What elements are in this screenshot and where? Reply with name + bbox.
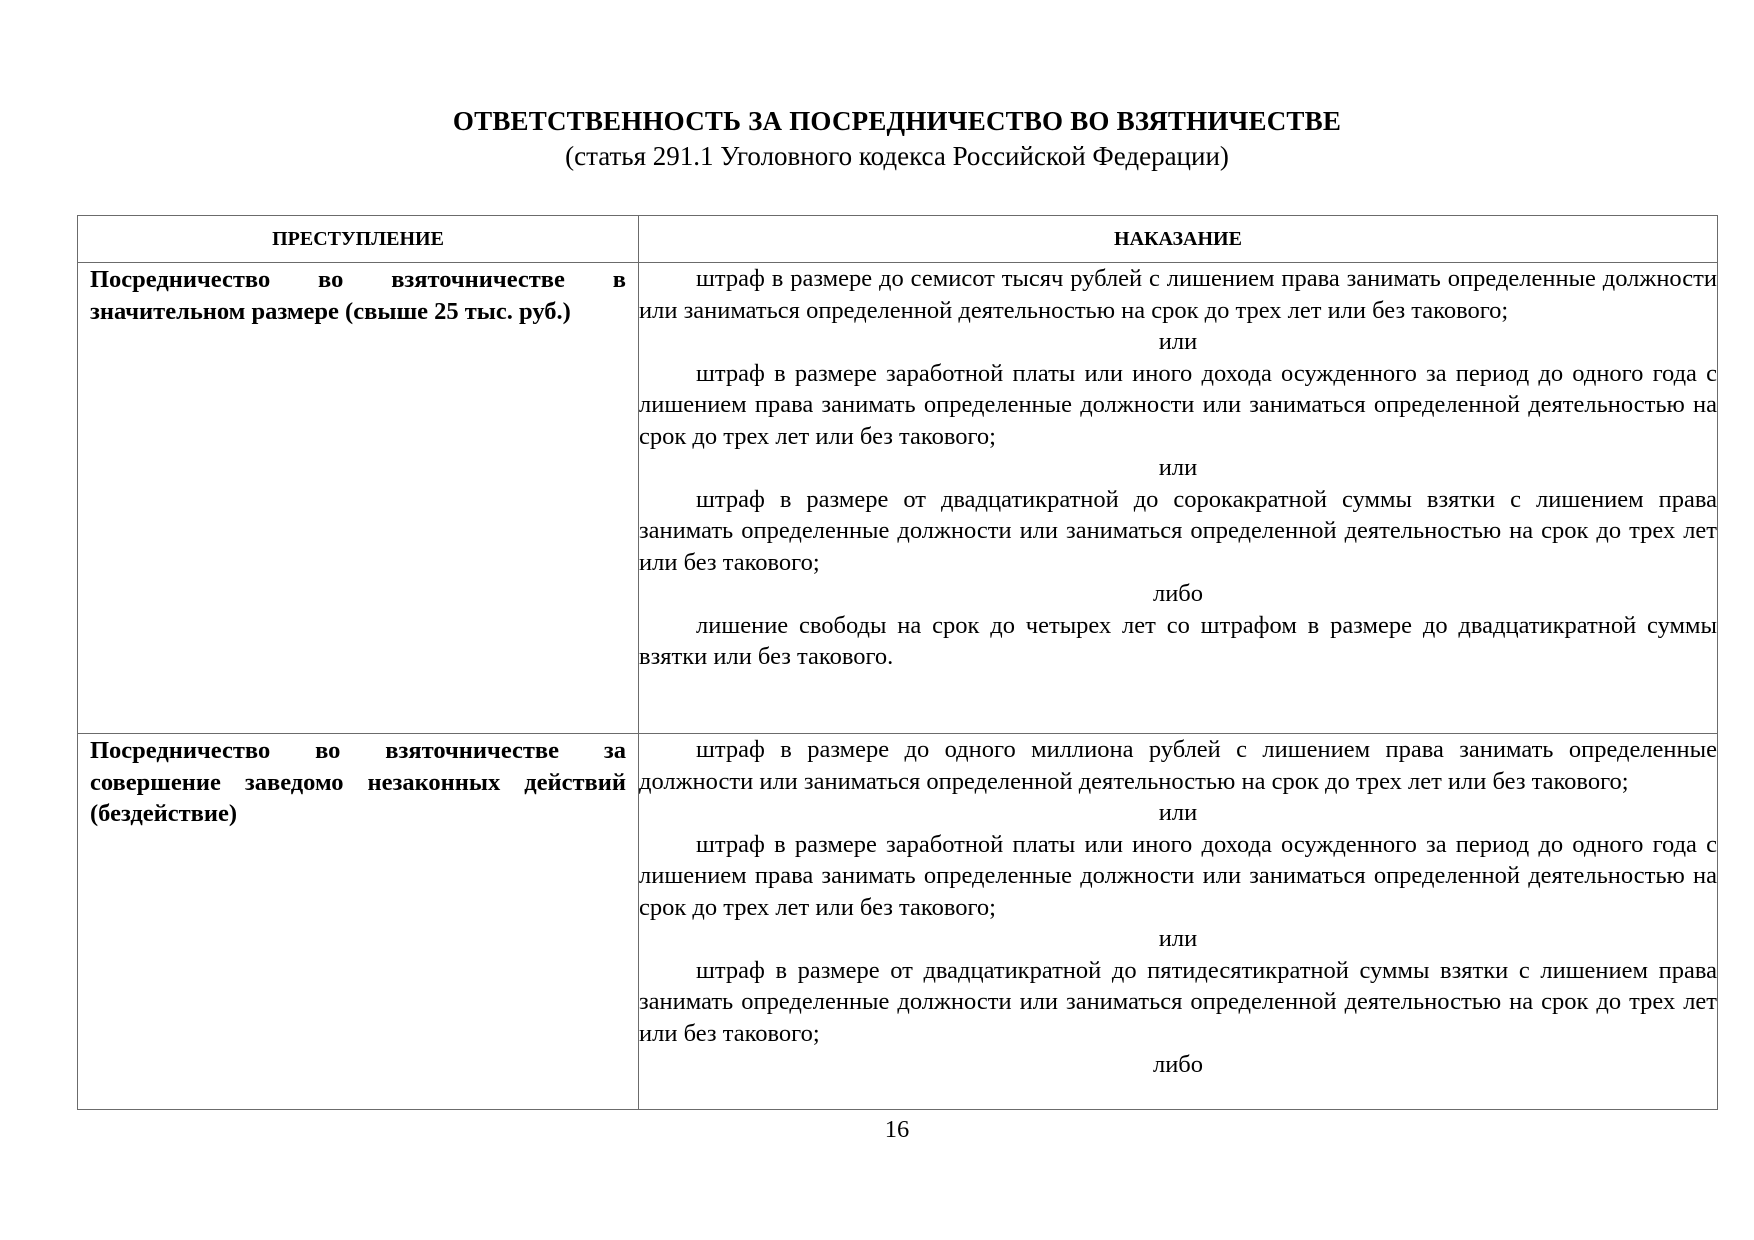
penalty-text: лишение свободы на срок до четырех лет со штрафом в размере до двадцатикратной суммы взятки или без такового. <box>639 611 1717 670</box>
table-row <box>78 734 1718 1110</box>
table-header-row <box>78 216 1718 263</box>
crime-cell <box>78 263 639 734</box>
penalty-text: штраф в размере от двадцатикратной до пятидесятикратной суммы взятки с лишением права занимать определенные должности или заниматься определенной деятельностью на срок до трех лет или без такового; <box>639 956 1717 1047</box>
penalty-separator: или <box>1158 328 1198 355</box>
penalty-text: штраф в размере от двадцатикратной до сорокакратной суммы взятки с лишением права занимать определенные должности или заниматься определенной деятельностью на срок до трех лет или без такового; <box>639 485 1717 576</box>
penalty-text: штраф в размере заработной платы или иного дохода осужденного за период до одного года с лишением права занимать определенные должности или заниматься определенной деятельностью на срок до трех лет или без такового; <box>639 830 1717 921</box>
penalty-text: штраф в размере до семисот тысяч рублей с лишением права занимать определенные должности или заниматься определенной деятельностью на срок до трех лет или без такового; <box>639 265 1717 324</box>
crime-cell <box>78 734 639 1110</box>
penalty-cell <box>639 263 1718 734</box>
penalty-cell <box>639 734 1718 1110</box>
penalty-separator: или <box>1158 925 1198 952</box>
crime-description: Посредничество во взяточничестве в значительном размере (свыше 25 тыс. руб.) <box>90 266 626 325</box>
penalty-text: штраф в размере заработной платы или иного дохода осужденного за период до одного года с лишением права занимать определенные должности или заниматься определенной деятельностью на срок до трех лет или без такового; <box>639 359 1717 450</box>
penalty-separator: или <box>1158 454 1198 481</box>
penalty-separator: либо <box>1152 1051 1204 1078</box>
liability-table <box>77 215 1718 1110</box>
page-number: 16 <box>884 1116 910 1143</box>
penalty-separator: или <box>1158 799 1198 826</box>
column-header-penalty: НАКАЗАНИЕ <box>639 216 1718 263</box>
column-header-crime: ПРЕСТУПЛЕНИЕ <box>78 216 639 263</box>
penalty-separator: либо <box>1152 580 1204 607</box>
penalty-text: штраф в размере до одного миллиона рублей с лишением права занимать определенные должности или заниматься определенной деятельностью на срок до трех лет или без такового; <box>639 736 1717 795</box>
table-row <box>78 263 1718 734</box>
page-title: ОТВЕТСТВЕННОСТЬ ЗА ПОСРЕДНИЧЕСТВО ВО ВЗЯТНИЧЕСТВЕ <box>452 106 1342 136</box>
crime-description: Посредничество во взяточничестве за совершение заведомо незаконных действий (бездействие) <box>90 737 626 827</box>
page-subtitle: (статья 291.1 Уголовного кодекса Российской Федерации) <box>565 141 1229 171</box>
